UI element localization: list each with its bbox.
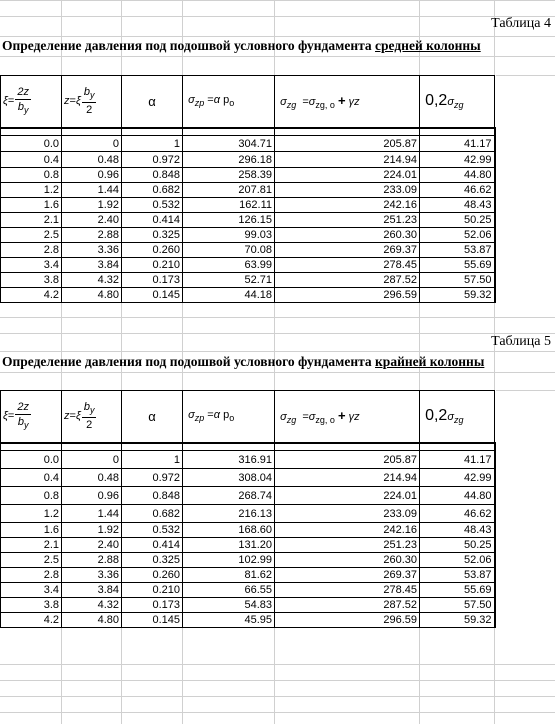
plus-sign: + [338,92,346,108]
cell-z: 1.92 [62,523,122,538]
cell-z: 1.44 [62,505,122,523]
table-row [1,598,495,613]
table-row [1,553,495,568]
cell-sigma-zg: 205.87 [275,136,420,152]
cell-sigma-zg: 214.94 [275,152,420,168]
coefficient: 0,2 [425,92,448,110]
table-row [1,469,495,487]
cell-sigma-zg: 242.16 [275,198,420,213]
cell-sigma-zg-02: 57.50 [420,598,495,613]
spacer-cell [62,128,122,136]
header-02-sigma-zg [420,391,495,443]
cell-sigma-zg: 269.37 [275,243,420,258]
cell-z: 1.92 [62,198,122,213]
cell-xi: 2.5 [1,228,62,243]
cell-alpha: 0.173 [122,598,183,613]
gridline-horizontal [0,712,555,713]
table-row [1,136,495,152]
z-numerator [82,400,97,418]
cell-z: 4.80 [62,288,122,303]
p-symbol: p [223,94,230,107]
header-sigma-zp [183,76,275,128]
p-subscript: o [229,413,235,424]
cell-sigma-zp: 316.91 [183,451,275,469]
sigma-symbol: σ [308,410,316,423]
spacer-cell [420,128,495,136]
equals-sign: = [7,410,15,423]
cell-xi: 2.5 [1,553,62,568]
table-row [1,228,495,243]
cell-xi: 2.8 [1,243,62,258]
cell-z: 4.32 [62,273,122,288]
cell-sigma-zp: 63.99 [183,258,275,273]
xi-den-symbol: b [17,416,24,429]
cell-z: 4.32 [62,598,122,613]
cell-z: 0.48 [62,469,122,487]
cell-sigma-zg: 287.52 [275,273,420,288]
z-num-symbol: b [83,86,90,99]
equals-sign: = [207,409,214,422]
xi-symbol: ξ [3,410,8,423]
spacer-cell [275,443,420,451]
cell-sigma-zp: 44.18 [183,288,275,303]
sigma-symbol: σ [188,94,195,107]
cell-sigma-zg: 214.94 [275,469,420,487]
z-fraction [82,400,97,432]
xi-numerator: 2z [17,86,29,99]
header-sigma-zp [183,391,275,443]
cell-xi: 1.2 [1,505,62,523]
cell-xi: 3.4 [1,583,62,598]
cell-z: 3.84 [62,583,122,598]
sigma-symbol: σ [447,96,454,109]
cell-xi: 4.2 [1,613,62,628]
cell-sigma-zp: 126.15 [183,213,275,228]
cell-sigma-zp: 258.39 [183,168,275,183]
table-row [1,288,495,303]
sigma-symbol: σ [308,95,316,108]
cell-xi: 0.8 [1,487,62,505]
xi-denominator [15,100,31,117]
cell-xi: 1.6 [1,523,62,538]
equals-sign: = [302,410,309,423]
p-symbol: p [223,409,230,422]
gridline-horizontal [0,664,555,665]
gridline-horizontal [0,351,555,352]
table-row [1,568,495,583]
cell-alpha: 0.682 [122,505,183,523]
cell-sigma-zp: 99.03 [183,228,275,243]
spacer-row [1,128,495,136]
xi-denominator [15,415,31,432]
gamma-z: γz [348,410,360,423]
cell-xi: 3.4 [1,258,62,273]
coefficient: 0,2 [425,407,448,425]
cell-sigma-zg-02: 52.06 [420,228,495,243]
cell-sigma-zg: 242.16 [275,523,420,538]
cell-z: 2.88 [62,553,122,568]
cell-sigma-zp: 70.08 [183,243,275,258]
plus-sign: + [338,407,346,423]
cell-sigma-zg-02: 42.99 [420,152,495,168]
cell-sigma-zg-02: 48.43 [420,523,495,538]
cell-sigma-zp: 216.13 [183,505,275,523]
gridline-horizontal [0,0,555,1]
cell-sigma-zp: 66.55 [183,583,275,598]
cell-xi: 0.0 [1,451,62,469]
cell-sigma-zg-02: 59.32 [420,613,495,628]
spacer-row [1,443,495,451]
cell-alpha: 0.972 [122,469,183,487]
cell-xi: 2.8 [1,568,62,583]
table-row [1,243,495,258]
spacer-cell [1,128,62,136]
cell-sigma-zp: 52.71 [183,273,275,288]
cell-alpha: 0.325 [122,228,183,243]
xi-numerator: 2z [17,401,29,414]
alpha-symbol: α [213,94,220,107]
table5-title [2,354,484,370]
cell-xi: 0.8 [1,168,62,183]
z-num-subscript: y [89,90,95,101]
spacer-cell [122,443,183,451]
cell-alpha: 0.145 [122,288,183,303]
z-denominator: 2 [86,419,93,432]
cell-sigma-zp: 268.74 [183,487,275,505]
gridline-horizontal [0,317,555,318]
equals-sign: = [69,410,76,423]
cell-sigma-zg: 205.87 [275,451,420,469]
cell-xi: 2.1 [1,213,62,228]
spacer-cell [62,443,122,451]
gridline-horizontal [0,696,555,697]
cell-alpha: 0.414 [122,538,183,553]
cell-alpha: 1 [122,136,183,152]
z-fraction [82,85,97,117]
cell-z: 4.80 [62,613,122,628]
cell-z: 2.88 [62,228,122,243]
cell-alpha: 0.325 [122,553,183,568]
xi-den-subscript: y [23,105,29,116]
cell-xi: 0.4 [1,469,62,487]
table-row [1,523,495,538]
cell-sigma-zp: 207.81 [183,183,275,198]
cell-sigma-zp: 102.99 [183,553,275,568]
sigma-subscript: zg [453,415,464,426]
table-row [1,613,495,628]
cell-sigma-zg-02: 53.87 [420,568,495,583]
cell-z: 3.84 [62,258,122,273]
alpha-symbol: α [213,409,220,422]
cell-sigma-zg-02: 46.62 [420,183,495,198]
cell-alpha: 0.210 [122,583,183,598]
cell-alpha: 1 [122,451,183,469]
cell-sigma-zp: 162.11 [183,198,275,213]
cell-xi: 1.6 [1,198,62,213]
cell-sigma-zg: 278.45 [275,583,420,598]
z-numerator [82,85,97,103]
table5-title-main: Определение давления под подошвой условного фундамента [2,354,376,369]
z-xi-symbol: ξ [75,95,81,108]
sigma-symbol: σ [188,409,195,422]
table-row [1,168,495,183]
header-z [62,76,122,128]
cell-sigma-zg-02: 42.99 [420,469,495,487]
cell-sigma-zg: 260.30 [275,228,420,243]
z-num-subscript: y [89,405,95,416]
xi-symbol: ξ [3,95,8,108]
cell-sigma-zg: 224.01 [275,168,420,183]
gridline-horizontal [0,680,555,681]
sigma-subscript: zg [453,100,464,111]
cell-sigma-zg: 251.23 [275,213,420,228]
cell-sigma-zg: 251.23 [275,538,420,553]
sigma-subscript: zg, o [315,99,335,110]
cell-z: 0 [62,136,122,152]
z-symbol: z [64,95,70,108]
cell-xi: 0.0 [1,136,62,152]
cell-alpha: 0.682 [122,183,183,198]
header-alpha [122,76,183,128]
cell-sigma-zg-02: 41.17 [420,451,495,469]
cell-alpha: 0.173 [122,273,183,288]
header-row [1,76,495,128]
z-num-symbol: b [83,401,90,414]
gamma-z: γz [348,95,360,108]
cell-sigma-zg-02: 50.25 [420,213,495,228]
gridline-horizontal [0,16,555,17]
sigma-symbol: σ [280,95,287,108]
cell-z: 0 [62,451,122,469]
z-symbol: z [64,410,70,423]
cell-z: 0.48 [62,152,122,168]
spacer-cell [183,128,275,136]
cell-sigma-zg-02: 50.25 [420,538,495,553]
cell-alpha: 0.260 [122,568,183,583]
cell-sigma-zg-02: 41.17 [420,136,495,152]
cell-z: 2.40 [62,538,122,553]
table-row [1,273,495,288]
cell-sigma-zg: 260.30 [275,553,420,568]
header-row [1,391,495,443]
gridline-horizontal [0,36,555,37]
table-row [1,258,495,273]
table5 [0,390,496,628]
spacer-cell [275,128,420,136]
cell-sigma-zg-02: 44.80 [420,168,495,183]
cell-alpha: 0.532 [122,198,183,213]
cell-alpha: 0.532 [122,523,183,538]
spacer-cell [122,128,183,136]
table-row [1,538,495,553]
table-row [1,505,495,523]
alpha-symbol: α [148,408,156,424]
cell-sigma-zg-02: 46.62 [420,505,495,523]
header-xi [1,391,62,443]
table-row [1,198,495,213]
cell-sigma-zp: 131.20 [183,538,275,553]
cell-sigma-zg: 278.45 [275,258,420,273]
spacer-cell [420,443,495,451]
cell-z: 0.96 [62,487,122,505]
table5-label: Таблица 5 [491,334,551,349]
cell-sigma-zp: 45.95 [183,613,275,628]
table-row [1,183,495,198]
z-denominator: 2 [86,104,93,117]
cell-z: 3.36 [62,568,122,583]
cell-xi: 0.4 [1,152,62,168]
cell-sigma-zg: 224.01 [275,487,420,505]
header-sigma-zg [275,76,420,128]
cell-z: 3.36 [62,243,122,258]
cell-alpha: 0.972 [122,152,183,168]
cell-sigma-zg-02: 55.69 [420,583,495,598]
table-row [1,583,495,598]
gridline-horizontal [0,56,555,57]
sigma-symbol: σ [447,411,454,424]
cell-alpha: 0.210 [122,258,183,273]
cell-sigma-zg-02: 48.43 [420,198,495,213]
xi-fraction [15,400,31,432]
table5-body [1,391,495,628]
sigma-subscript: zg [286,414,297,425]
cell-sigma-zg: 287.52 [275,598,420,613]
spacer-cell [1,443,62,451]
table4-title-tail: средней колонны [375,38,481,53]
cell-sigma-zg-02: 55.69 [420,258,495,273]
cell-sigma-zg-02: 57.50 [420,273,495,288]
table4 [0,75,496,303]
cell-xi: 3.8 [1,598,62,613]
equals-sign: = [302,95,309,108]
cell-sigma-zp: 296.18 [183,152,275,168]
cell-xi: 2.1 [1,538,62,553]
cell-sigma-zg-02: 53.87 [420,243,495,258]
table-row [1,213,495,228]
sigma-subscript: zp [194,98,205,109]
alpha-symbol: α [148,93,156,109]
sigma-symbol: σ [280,410,287,423]
cell-sigma-zp: 168.60 [183,523,275,538]
cell-alpha: 0.848 [122,168,183,183]
cell-xi: 3.8 [1,273,62,288]
header-xi [1,76,62,128]
table4-title-main: Определение давления под подошвой условного фундамента [2,38,376,53]
table4-label: Таблица 4 [491,16,551,31]
gridline-horizontal [0,333,555,334]
cell-z: 0.96 [62,168,122,183]
table5-title-tail: крайней колонны [375,354,485,369]
header-z [62,391,122,443]
cell-sigma-zg: 296.59 [275,613,420,628]
cell-sigma-zg-02: 59.32 [420,288,495,303]
header-alpha [122,391,183,443]
sigma-subscript: zp [194,413,205,424]
spacer-cell [183,443,275,451]
equals-sign: = [7,95,15,108]
cell-alpha: 0.414 [122,213,183,228]
sigma-subscript: zg, o [315,414,335,425]
table4-body [1,76,495,303]
sigma-subscript: zg [286,99,297,110]
gridline-horizontal [0,372,555,373]
cell-sigma-zg: 269.37 [275,568,420,583]
cell-sigma-zp: 54.83 [183,598,275,613]
cell-alpha: 0.848 [122,487,183,505]
xi-den-subscript: y [23,420,29,431]
cell-sigma-zg-02: 44.80 [420,487,495,505]
table4-title [2,38,481,54]
equals-sign: = [69,95,76,108]
header-02-sigma-zg [420,76,495,128]
cell-sigma-zp: 308.04 [183,469,275,487]
cell-xi: 1.2 [1,183,62,198]
header-sigma-zg [275,391,420,443]
table-row [1,451,495,469]
cell-sigma-zg: 296.59 [275,288,420,303]
cell-sigma-zp: 81.62 [183,568,275,583]
z-xi-symbol: ξ [75,410,81,423]
cell-sigma-zp: 304.71 [183,136,275,152]
table-row [1,152,495,168]
equals-sign: = [207,94,214,107]
cell-sigma-zg-02: 52.06 [420,553,495,568]
cell-sigma-zg: 233.09 [275,505,420,523]
table-row [1,487,495,505]
cell-alpha: 0.145 [122,613,183,628]
p-subscript: o [229,98,235,109]
xi-den-symbol: b [17,101,24,114]
cell-sigma-zg: 233.09 [275,183,420,198]
cell-z: 1.44 [62,183,122,198]
xi-fraction [15,85,31,117]
cell-xi: 4.2 [1,288,62,303]
cell-alpha: 0.260 [122,243,183,258]
cell-z: 2.40 [62,213,122,228]
